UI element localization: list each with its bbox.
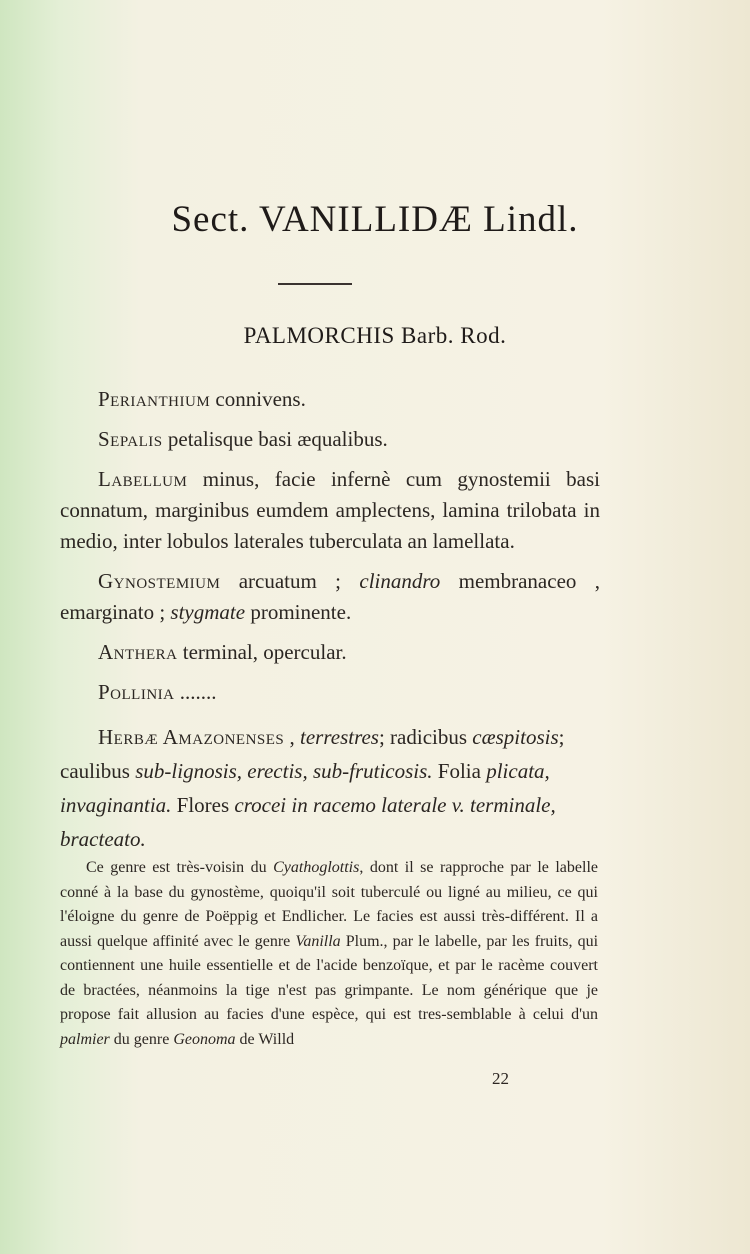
term-text: membranaceo , emarginato ; bbox=[60, 569, 600, 624]
title-rule bbox=[278, 283, 352, 285]
description-body bbox=[60, 384, 600, 856]
page-number: 22 bbox=[492, 1069, 509, 1088]
term-text: ; caulibus bbox=[60, 725, 565, 783]
note-text: du genre bbox=[109, 1030, 174, 1048]
term-label: Anthera bbox=[98, 640, 178, 664]
term-label: Perianthium bbox=[98, 387, 211, 411]
note-italic: Vanilla bbox=[295, 932, 341, 950]
term-label: Gynostemium bbox=[98, 569, 221, 593]
sepalis-paragraph bbox=[60, 424, 600, 455]
term-text: Folia bbox=[432, 759, 487, 783]
term-italic: terrestres bbox=[300, 725, 379, 749]
note-text: , dont il se rapproche par le labelle conné à la base du gynostème, quoiqu'il soit tuberculé ou ligné au milieu, ce qui l'éloigne du genre de Poëppig et Endlicher. Le facies est aussi très-différent. Il a aussi quelque affinité avec le genre bbox=[60, 859, 599, 950]
term-text: ....... bbox=[174, 680, 217, 704]
term-italic: cæspitosis bbox=[472, 725, 559, 749]
note-italic: Cyathoglottis bbox=[273, 859, 360, 876]
term-italic: stygmate bbox=[170, 600, 246, 624]
term-text: terminal, opercular. bbox=[177, 640, 347, 664]
term-label: Sepalis bbox=[98, 427, 163, 451]
term-italic: clinandro bbox=[359, 569, 441, 593]
term-italic: sub-lignosis, erectis, sub-fruticosis. bbox=[135, 759, 433, 783]
term-italic: plicata, invaginantia. bbox=[60, 759, 550, 817]
term-text: minus, facie infernè cum gynostemii basi connatum, marginibus eumdem amplectens, lamina trilobata in medio, inter lobulos laterales tuberculata an lamellata. bbox=[60, 467, 600, 553]
term-label: Herbæ Amazonenses bbox=[98, 725, 285, 749]
term-italic: crocei in racemo laterale v. terminale, bracteato. bbox=[60, 793, 556, 851]
note-italic: palmier bbox=[60, 1030, 110, 1048]
labellum-paragraph bbox=[60, 464, 600, 557]
herbae-paragraph bbox=[60, 720, 600, 856]
note-text: Ce genre est très-voisin du bbox=[86, 859, 274, 876]
term-label: Pollinia bbox=[98, 680, 175, 704]
term-text: ; radicibus bbox=[378, 725, 473, 749]
perianthium-paragraph bbox=[60, 384, 600, 415]
commentary-note bbox=[60, 856, 598, 1052]
pollinia-paragraph bbox=[60, 677, 600, 708]
section-title: Sect. VANILLIDÆ Lindl. bbox=[171, 199, 579, 240]
term-text: arcuatum ; bbox=[220, 569, 360, 593]
note-italic: Geonoma bbox=[173, 1030, 236, 1048]
note-text: Plum., par le labelle, par les fruits, qui contiennent une huile essentielle et de l'acide benzoïque, et par le racème couvert de bractées, néanmoins la tige n'est pas grimpante. Le nom générique que je propose fait allusion au facies d'une espèce, qui est tres-semblable à celui d'un bbox=[60, 932, 599, 1023]
term-text: petalisque basi æqualibus. bbox=[162, 427, 388, 451]
term-text: connivens. bbox=[210, 387, 306, 411]
note-text: de Willd bbox=[235, 1030, 295, 1048]
term-text: , bbox=[284, 725, 301, 749]
genus-heading: PALMORCHIS Barb. Rod. bbox=[243, 323, 507, 348]
gynostemium-paragraph bbox=[60, 566, 600, 628]
term-label: Labellum bbox=[98, 467, 188, 491]
anthera-paragraph bbox=[60, 637, 600, 668]
term-text: Flores bbox=[171, 793, 235, 817]
term-text: prominente. bbox=[245, 600, 352, 624]
